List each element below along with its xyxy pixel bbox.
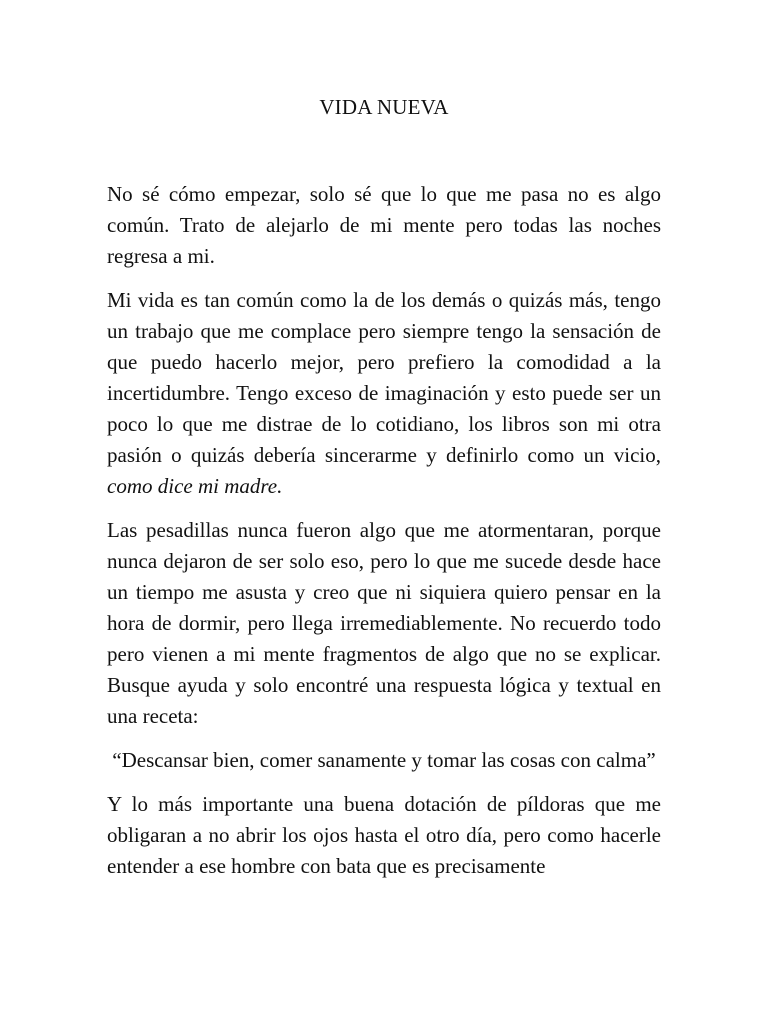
- paragraph-2: [107, 285, 661, 502]
- paragraph-4: Y lo más importante una buena dotación de píldoras que me obligaran a no abrir los ojos hasta el otro día, pero como hacerle entender a ese hombre con bata que es precisamente: [107, 792, 661, 878]
- quoted-prescription: “Descansar bien, comer sanamente y tomar las cosas con calma”: [112, 748, 656, 772]
- document-title: VIDA NUEVA: [319, 95, 449, 119]
- italic-phrase: como dice mi madre.: [107, 474, 283, 498]
- document-body: [107, 179, 661, 895]
- paragraph-1: No sé cómo empezar, solo sé que lo que me pasa no es algo común. Trato de alejarlo de mi mente pero todas las noches regresa a mi.: [107, 182, 661, 268]
- paragraph-2-text: Mi vida es tan común como la de los demás o quizás más, tengo un trabajo que me complace pero siempre tengo la sensación de que puedo hacerlo mejor, pero prefiero la comodidad a la incertidumbre. Tengo exceso de imaginación y esto puede ser un poco lo que me distrae de lo cotidiano, los libros son mi otra pasión o quizás debería sincerarme y definirlo como un vicio,: [107, 288, 661, 467]
- paragraph-3: Las pesadillas nunca fueron algo que me atormentaran, porque nunca dejaron de ser solo eso, pero lo que me sucede desde hace un tiempo me asusta y creo que ni siquiera quiero pensar en la hora de dormir, pero llega irremediablemente. No recuerdo todo pero vienen a mi mente fragmentos de algo que no se explicar. Busque ayuda y solo encontré una respuesta lógica y textual en una receta:: [107, 518, 661, 728]
